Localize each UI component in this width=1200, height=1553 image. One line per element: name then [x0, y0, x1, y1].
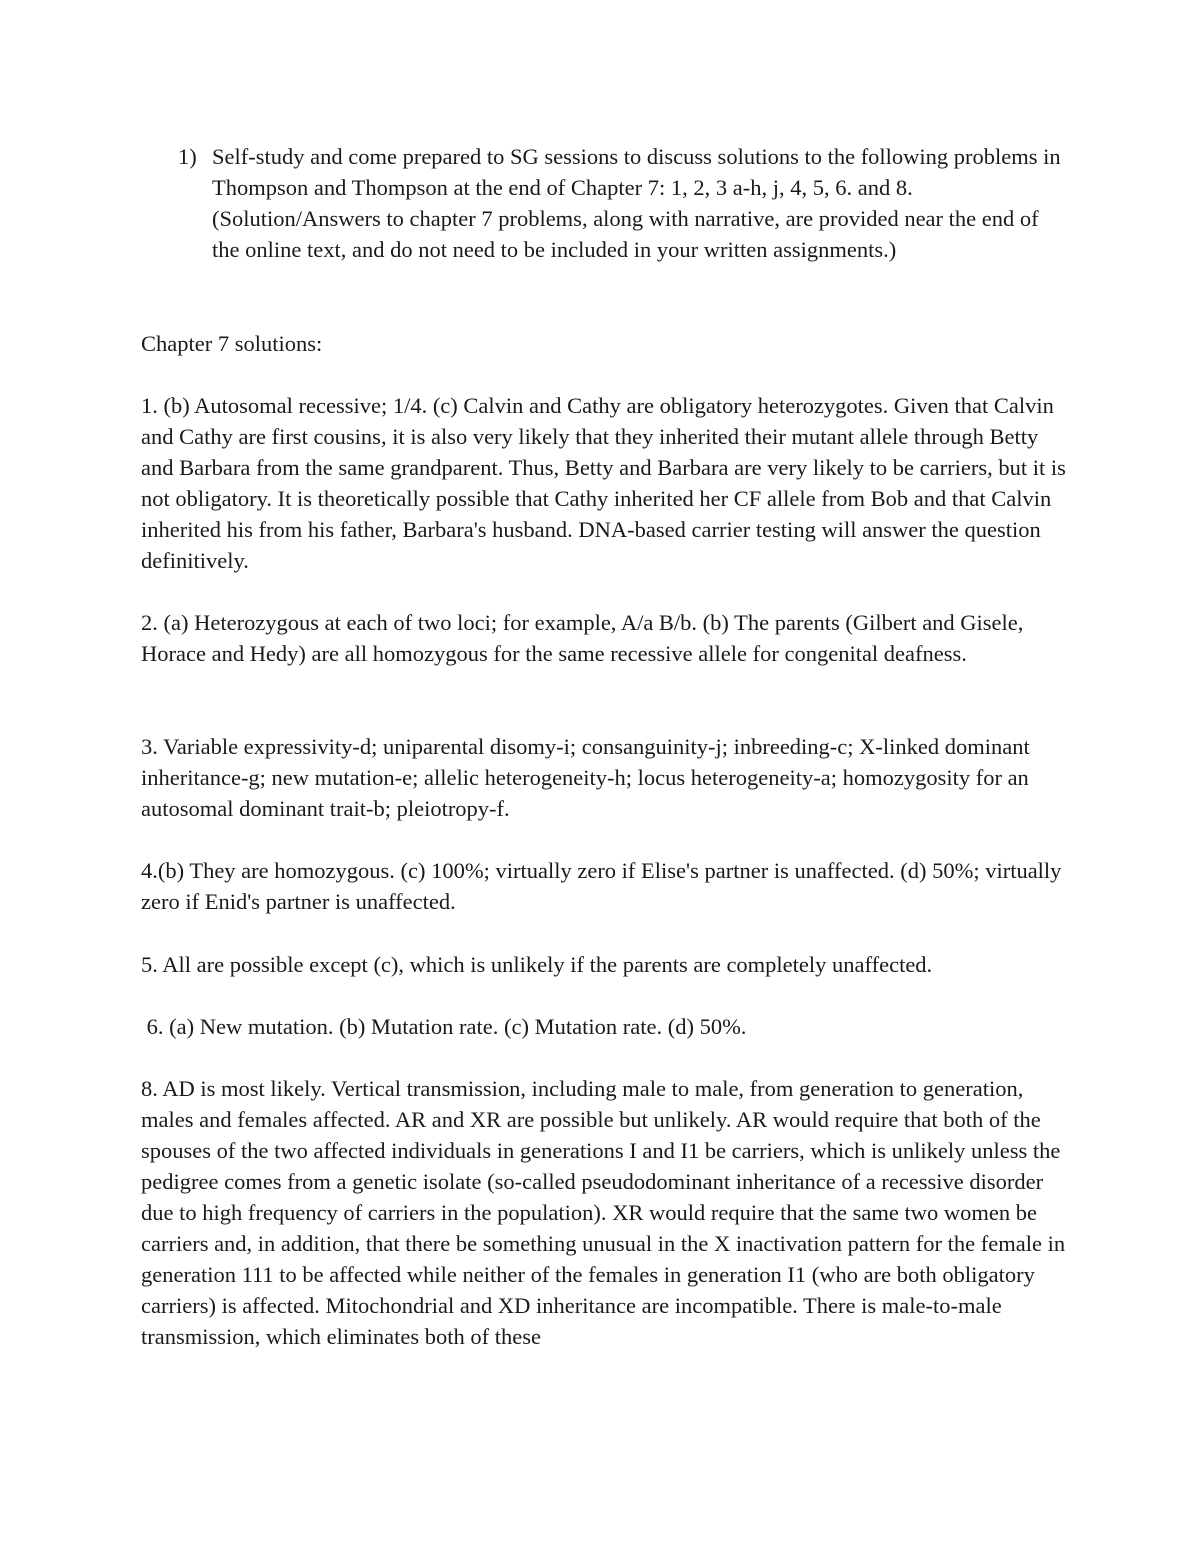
answer-paragraph-6: 6. (a) New mutation. (b) Mutation rate. (c) Mutation rate. (d) 50%.	[141, 1014, 747, 1039]
answer-paragraph-1: 1. (b) Autosomal recessive; 1/4. (c) Calvin and Cathy are obligatory heterozygotes. Given that Calvin and Cathy are first cousins, it is also very likely that they inherited their mutant allele through Betty and Barbara from the same grandparent. Thus, Betty and Barbara are very likely to be carriers, but it is not obligatory. It is theoretically possible that Cathy inherited her CF allele from Bob and that Calvin inherited his from his father, Barbara's husband. DNA-based carrier testing will answer the question definitively.	[141, 393, 1066, 573]
answer-paragraph-5: 5. All are possible except (c), which is unlikely if the parents are completely unaffected.	[141, 952, 933, 977]
list-number: 1)	[178, 144, 197, 169]
answer-paragraph-2: 2. (a) Heterozygous at each of two loci; for example, A/a B/b. (b) The parents (Gilbert and Gisele, Horace and Hedy) are all homozygous for the same recessive allele for congenital deafness.	[141, 610, 1024, 666]
section-heading: Chapter 7 solutions:	[141, 331, 323, 356]
answer-paragraph-8: 8. AD is most likely. Vertical transmission, including male to male, from generation to generation, males and females affected. AR and XR are possible but unlikely. AR would require that both of the spouses of the two affected individuals in generations I and I1 be carriers, which is unlikely unless the pedigree comes from a genetic isolate (so-called pseudodominant inheritance of a recessive disorder due to high frequency of carriers in the population). XR would require that the same two women be carriers and, in addition, that there be something unusual in the X inactivation pattern for the female in generation 111 to be affected while neither of the females in generation I1 (who are both obligatory carriers) is affected. Mitochondrial and XD inheritance are incompatible. There is male-to-male transmission, which eliminates both of these	[141, 1076, 1066, 1349]
assignment-text: Self-study and come prepared to SG sessions to discuss solutions to the following problems in Thompson and Thompson at the end of Chapter 7: 1, 2, 3 a-h, j, 4, 5, 6. and 8. (Solution/Answers to chapter 7 problems, along with narrative, are provided near the end of the online text, and do not need to be included in your written assignments.)	[212, 144, 1061, 262]
answer-paragraph-3: 3. Variable expressivity-d; uniparental disomy-i; consanguinity-j; inbreeding-c; X-linked dominant inheritance-g; new mutation-e; allelic heterogeneity-h; locus heterogeneity-a; homozygosity for an autosomal dominant trait-b; pleiotropy-f.	[141, 734, 1030, 821]
answer-paragraph-4: 4.(b) They are homozygous. (c) 100%; virtually zero if Elise's partner is unaffected. (d) 50%; virtually zero if Enid's partner is unaffected.	[141, 858, 1062, 914]
